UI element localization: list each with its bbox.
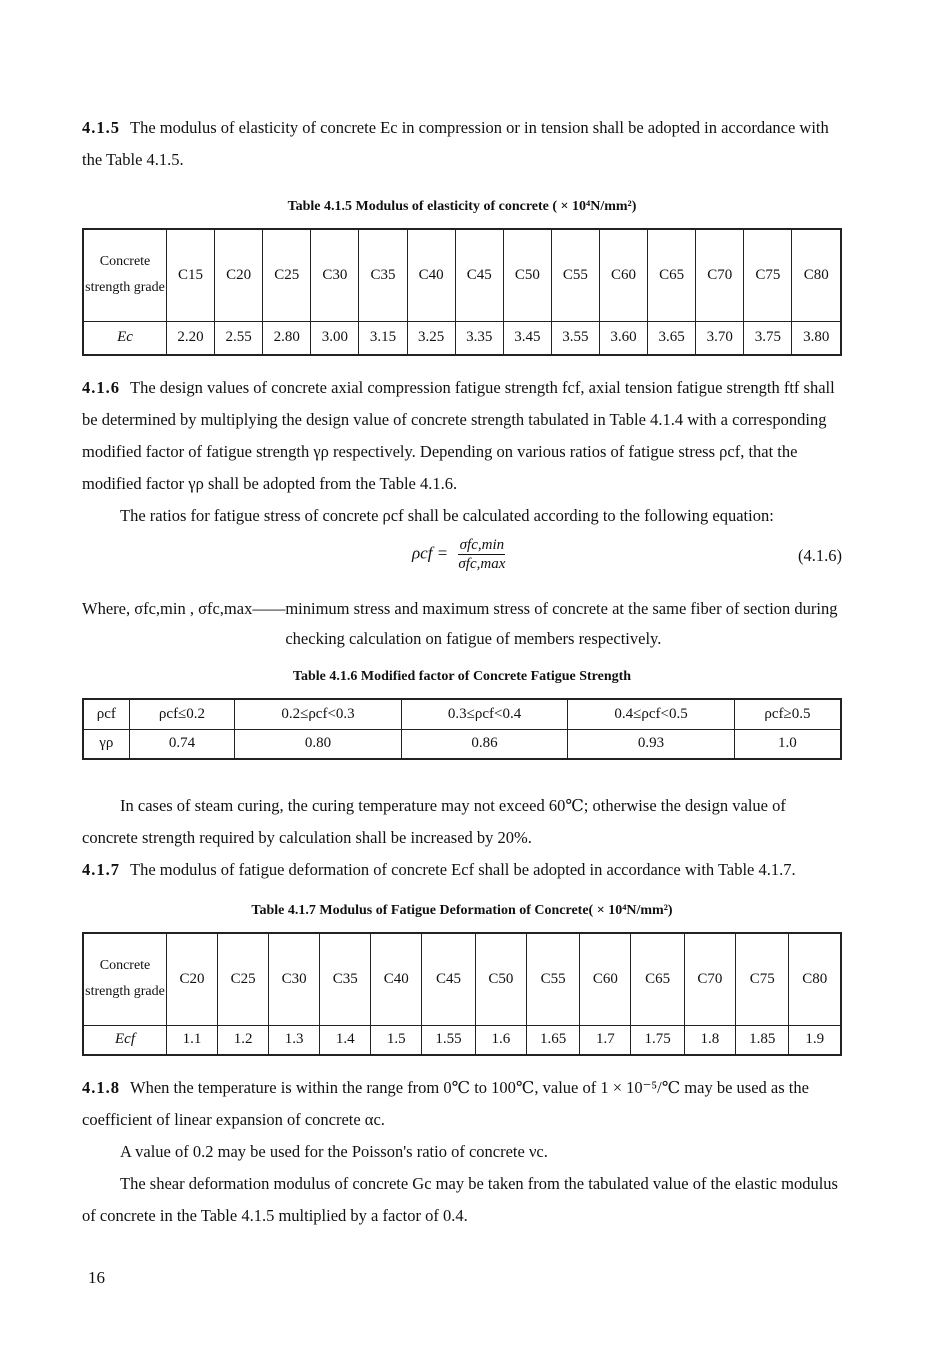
grade-cell: C75: [735, 933, 788, 1025]
value-cell: 3.00: [311, 321, 359, 355]
paragraph: In cases of steam curing, the curing temperature may not exceed 60℃; otherwise the design value of concrete strength required by calculation shall be increased by 20%.: [82, 796, 786, 847]
section-4-1-8: 4.1.8 When the temperature is within the range from 0℃ to 100℃, value of 1 × 10⁻⁵/℃ may be used as the coefficient of linear expansion of concrete αc.: [82, 1078, 809, 1129]
grade-cell: C50: [503, 229, 551, 321]
value-cell: 3.15: [359, 321, 407, 355]
grade-cell: C55: [526, 933, 579, 1025]
page-number: 16: [88, 1268, 105, 1287]
row-header: Ec: [83, 321, 167, 355]
value-cell: 2.55: [215, 321, 263, 355]
grade-cell: C60: [580, 933, 631, 1025]
grade-cell: C65: [648, 229, 696, 321]
value-cell: 0.80: [235, 729, 402, 759]
value-cell: 3.55: [551, 321, 599, 355]
value-cell: 1.8: [684, 1025, 735, 1055]
page-body: [82, 112, 842, 1232]
grade-cell: C45: [455, 229, 503, 321]
grade-cell: C30: [311, 229, 359, 321]
value-cell: 1.1: [167, 1025, 218, 1055]
value-cell: 3.35: [455, 321, 503, 355]
grade-cell: C20: [167, 933, 218, 1025]
equation-4-1-6: ρcf = $\frac{\text{σfc,min}}{\text{σfc,max}}$ (4.1.6): [412, 537, 842, 572]
grade-cell: C60: [599, 229, 647, 321]
table-4-1-5-caption: Table 4.1.5 Modulus of elasticity of concrete ( × 10⁴N/mm²): [287, 199, 637, 214]
section-4-1-6: 4.1.6 The design values of concrete axial compression fatigue strength fcf, axial tension fatigue strength ftf shall be determined by multiplying the design value of concrete strength tabulated in Table 4.1.4 with a corresponding modified factor of fatigue strength γρ respectively. Depending on various ratios of fatigue stress ρcf, that the modified factor γρ shall be adopted from the Table 4.1.6.: [82, 378, 835, 493]
grade-cell: C80: [792, 229, 841, 321]
row-header: Ecf: [83, 1025, 167, 1055]
value-cell: 1.85: [735, 1025, 788, 1055]
grade-cell: C65: [631, 933, 684, 1025]
paragraph: The shear deformation modulus of concrete Gc may be taken from the tabulated value of the elastic modulus of concrete in the Table 4.1.5 multiplied by a factor of 0.4.: [82, 1174, 838, 1225]
value-cell: 3.25: [407, 321, 455, 355]
value-cell: 3.75: [744, 321, 792, 355]
header-cell: ρcf≤0.2: [129, 699, 235, 729]
grade-cell: C35: [320, 933, 371, 1025]
grade-cell: C70: [684, 933, 735, 1025]
header-cell: ρcf: [83, 699, 129, 729]
value-cell: 2.80: [263, 321, 311, 355]
value-cell: 3.45: [503, 321, 551, 355]
value-cell: 0.74: [129, 729, 235, 759]
value-cell: 1.0: [734, 729, 841, 759]
paragraph: The ratios for fatigue stress of concrete ρcf shall be calculated according to the following equation:: [120, 506, 774, 525]
value-cell: 3.80: [792, 321, 841, 355]
table-4-1-5: [82, 228, 842, 356]
value-cell: 1.7: [580, 1025, 631, 1055]
table-4-1-7: [82, 932, 842, 1056]
grade-cell: C40: [371, 933, 422, 1025]
grade-cell: C75: [744, 229, 792, 321]
section-4-1-7: 4.1.7 The modulus of fatigue deformation of concrete Ecf shall be adopted in accordance with Table 4.1.7.: [82, 860, 796, 879]
grade-cell: C25: [218, 933, 269, 1025]
row-header: Concrete strength grade: [83, 933, 167, 1025]
value-cell: 1.3: [269, 1025, 320, 1055]
grade-cell: C80: [789, 933, 841, 1025]
table-4-1-7-caption: Table 4.1.7 Modulus of Fatigue Deformation of Concrete( × 10⁴N/mm²): [251, 903, 673, 918]
grade-cell: C35: [359, 229, 407, 321]
grade-cell: C70: [696, 229, 744, 321]
row-header: Concrete strength grade: [83, 229, 167, 321]
paragraph: A value of 0.2 may be used for the Poisson's ratio of concrete νc.: [120, 1142, 548, 1161]
table-4-1-6-caption: Table 4.1.6 Modified factor of Concrete Fatigue Strength: [292, 669, 632, 684]
section-4-1-5: 4.1.5 The modulus of elasticity of concrete Ec in compression or in tension shall be adopted in accordance with the Table 4.1.5.: [82, 118, 829, 169]
value-cell: 2.20: [167, 321, 215, 355]
value-cell: 0.86: [401, 729, 568, 759]
header-cell: 0.3≤ρcf<0.4: [401, 699, 568, 729]
grade-cell: C40: [407, 229, 455, 321]
value-cell: 1.65: [526, 1025, 579, 1055]
where-clause: Where, σfc,min , σfc,max—— minimum stress and maximum stress of concrete at the same fiber of section during checking calculation on fatigue of members respectively.: [82, 599, 838, 648]
grade-cell: C30: [269, 933, 320, 1025]
value-cell: 3.65: [648, 321, 696, 355]
grade-cell: C25: [263, 229, 311, 321]
value-cell: 1.75: [631, 1025, 684, 1055]
grade-cell: C15: [167, 229, 215, 321]
grade-cell: C45: [422, 933, 475, 1025]
grade-cell: C50: [475, 933, 526, 1025]
value-cell: 0.93: [568, 729, 735, 759]
value-cell: 3.70: [696, 321, 744, 355]
table-4-1-6: [82, 698, 842, 760]
value-cell: 1.2: [218, 1025, 269, 1055]
grade-cell: C20: [215, 229, 263, 321]
value-cell: 1.4: [320, 1025, 371, 1055]
header-cell: 0.2≤ρcf<0.3: [235, 699, 402, 729]
value-cell: γρ: [83, 729, 129, 759]
value-cell: 1.55: [422, 1025, 475, 1055]
value-cell: 1.9: [789, 1025, 841, 1055]
header-cell: 0.4≤ρcf<0.5: [568, 699, 735, 729]
value-cell: 3.60: [599, 321, 647, 355]
grade-cell: C55: [551, 229, 599, 321]
header-cell: ρcf≥0.5: [734, 699, 841, 729]
value-cell: 1.6: [475, 1025, 526, 1055]
value-cell: 1.5: [371, 1025, 422, 1055]
